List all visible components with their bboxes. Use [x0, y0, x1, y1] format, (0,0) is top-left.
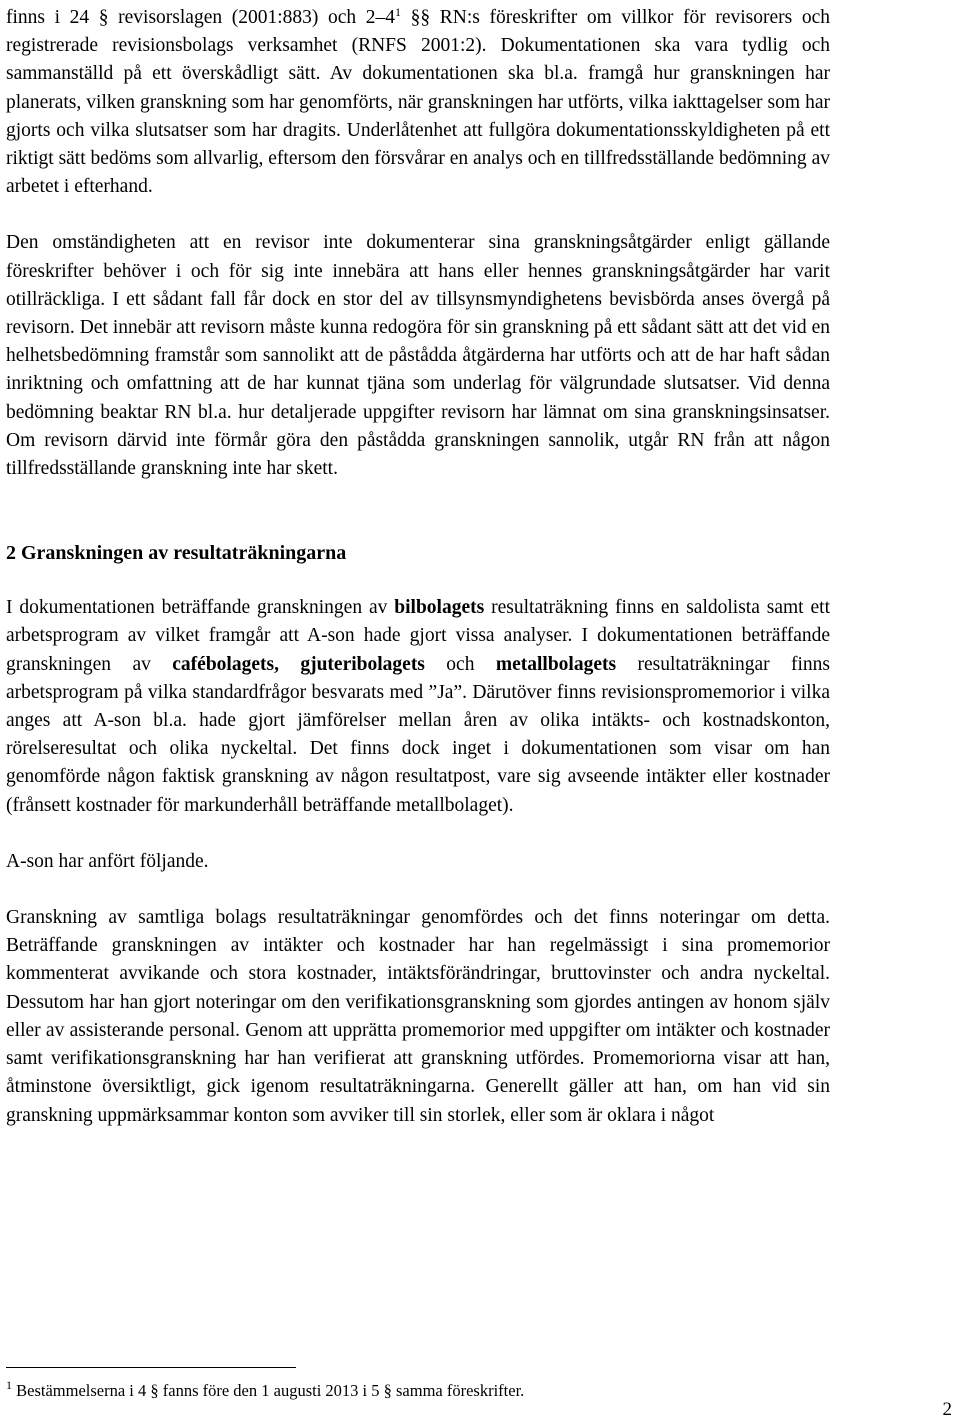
paragraph3-text-4: resultaträkningar finns arbetsprogram på vilka standardfrågor besvarats med ”Ja”. Därutöver finns revisionspromemorior i vilka anges att A-son bl.a. hade gjort jämförelser mellan åren av olika intäkts- och kostnadskonton, rörelseresultat och olika nyckeltal. Det finns dock inget i dokumentationen som visar om han genomförde någon faktisk granskning av någon resultatpost, vare sig avseende intäkter eller kostnader (frånsett kostnader för markunderhåll beträffande metallbolaget). — [6, 653, 830, 816]
footnote-divider — [6, 1367, 296, 1368]
paragraph-burden-of-proof: Den omständigheten att en revisor inte dokumenterar sina granskningsåtgärder enligt gällande föreskrifter behöver i och för sig inte innebära att hans eller hennes granskningsåtgärder har varit otillräckliga. I ett sådant fall får dock en stor del av tillsynsmyndighetens bevisbörda anses övergå på revisorn. Det innebär att revisorn måste kunna redogöra för sin granskning på ett sådant sätt att det vid en helhetsbedömning framstår som sannolikt att de påstådda åtgärderna har utförts och att de har haft sådan inriktning och omfattning att de har kunnat tjäna som underlag för välgrundade slutsatser. Vid denna bedömning beaktar RN bl.a. hur detaljerade uppgifter revisorn har lämnat om sina granskningsinsatser. Om revisorn därvid inte förmår göra den påstådda granskningen sannolik, utgår RN från att någon tillfredsställande granskning inte har skett. — [6, 232, 830, 480]
paragraph3-text-2: resultaträkning finns en saldolista samt ett arbetsprogram av vilket framgår att A-son hade gjort vissa analyser. I dokumentationen beträffande granskningen av — [6, 597, 830, 675]
footnote — [6, 1380, 524, 1402]
company-name-bold: metallbolagets — [495, 653, 617, 675]
footnote-reference: 1 — [395, 5, 402, 19]
page-number: 2 — [942, 1399, 952, 1420]
paragraph-auditor-statement: Granskning av samtliga bolags resultaträkningar genomfördes och det finns noteringar om detta. Beträffande granskningen av intäkter och kostnader har han regelmässigt i sina promemorior kommenterat avvikande och stora kostnader, intäktsförändringar, bruttovinster och andra nyckeltal. Dessutom har han gjort noteringar om den verifikationsgranskning som gjordes antingen av honom själv eller av assisterande personal. Genom att upprätta promemorior med uppgifter om intäkter och kostnader samt verifikationsgranskning har han verifierat att granskning utfördes. Promemoriorna visar att han, åtminstone översiktligt, gick igenom resultaträkningarna. Generellt gäller att han, om han vid sin granskning uppmärksammar konton som avviker till sin storlek, eller som är oklara i något — [6, 907, 830, 1126]
document-body — [6, 4, 830, 1130]
company-names-bold: cafébolagets, gjuteribolagets — [172, 653, 425, 675]
paragraph-documentation-requirements — [6, 4, 830, 201]
paragraph1-text-after-ref: §§ RN:s föreskrifter om villkor för revisorers och registrerade revisionsbolags verksamhet (RNFS 2001:2). Dokumentationen ska vara tydlig och sammanställd på ett överskådligt sätt. Av dokumentationen ska bl.a. framgå hur granskningen har planerats, vilken granskning som har genomförts, när granskningen har utförts, vilka iakttagelser som har gjorts och vilka slutsatser som har dragits. Underlåtenhet att fullgöra dokumentationsskyldigheten på ett riktigt sätt bedöms som allvarlig, eftersom den försvårar en analys och en tillfredsställande bedömning av arbetet i efterhand. — [6, 7, 830, 198]
paragraph3-text-3: och — [424, 653, 496, 675]
section-heading: 2 Granskningen av resultaträkningarna — [6, 542, 347, 565]
paragraph-income-statement-documentation — [6, 594, 830, 820]
company-name-bold: bilbolagets — [394, 597, 485, 619]
paragraph1-text-before-ref: finns i 24 § revisorslagen (2001:883) och 2–4 — [6, 7, 396, 28]
paragraph-statement-intro: A-son har anfört följande. — [6, 850, 209, 872]
footnote-number: 1 — [6, 1378, 12, 1392]
paragraph3-text-1: I dokumentationen beträffande granskningen av — [6, 597, 395, 619]
footnote-text: Bestämmelserna i 4 § fanns före den 1 augusti 2013 i 5 § samma föreskrifter. — [12, 1381, 525, 1400]
